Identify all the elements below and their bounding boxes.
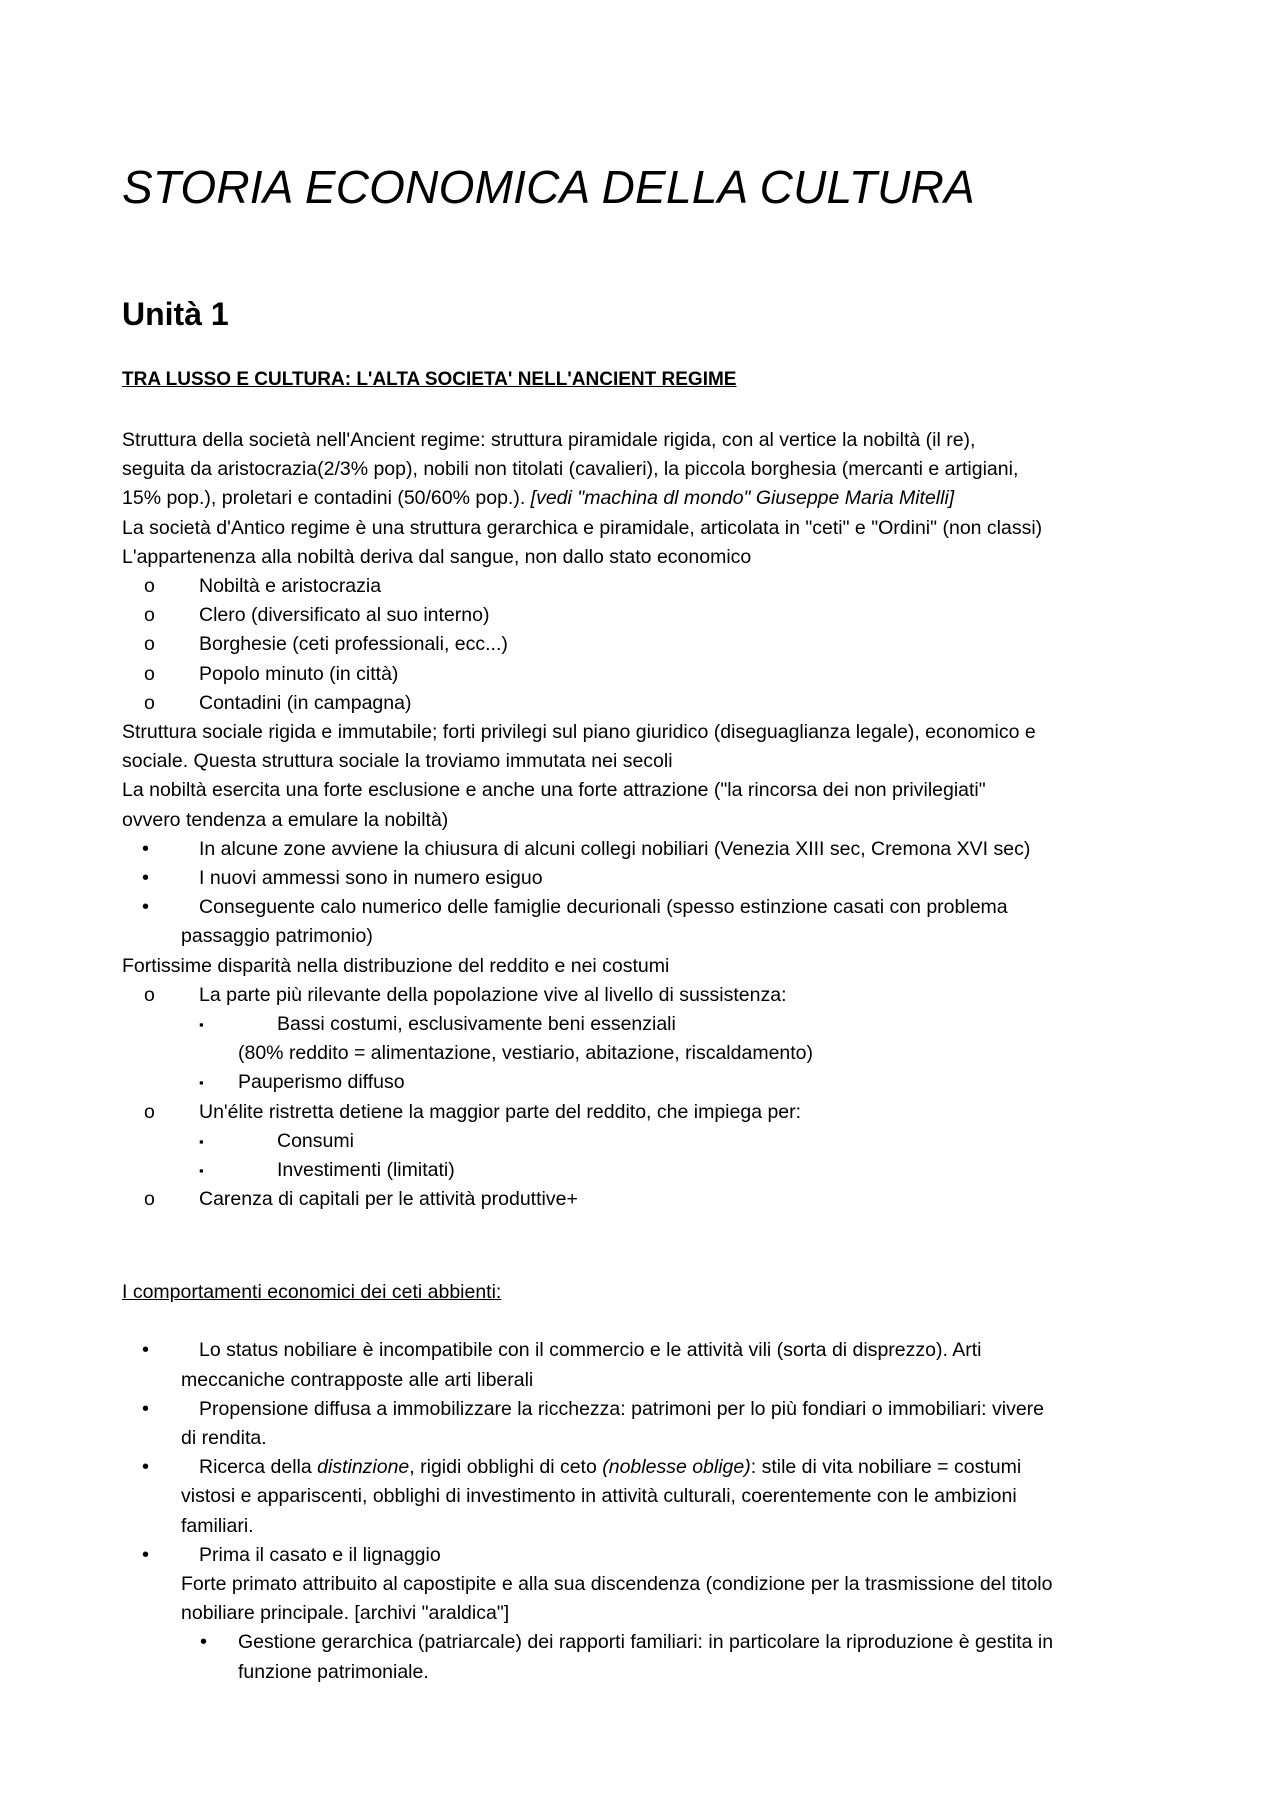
paragraph-line: seguita da aristocrazia(2/3% pop), nobili non titolati (cavalieri), la piccola borghesia (mercanti e artigiani, (122, 458, 1019, 481)
circle-bullet-icon: o (144, 1100, 155, 1123)
list-item: • In alcune zone avviene la chiusura di alcuni collegi nobiliari (Venezia XIII sec, Cremona XVI sec) (122, 835, 1182, 864)
paragraph-line: Struttura della società nell'Ancient regime: struttura piramidale rigida, con al vertice la nobiltà (il re), (122, 429, 976, 451)
bullet-icon: • (142, 837, 150, 860)
list-item: • Conseguente calo numerico delle famiglie decurionali (spesso estinzione casati con problema (122, 893, 1182, 922)
list-item: • I nuovi ammessi sono in numero esiguo (122, 864, 1182, 893)
square-bullet-icon: ▪ (199, 1075, 204, 1091)
list-item: • Ricerca della distinzione, rigidi obblighi di ceto (noblesse oblige): stile di vita nobiliare = costumi (122, 1453, 1182, 1482)
paragraph-line: Struttura sociale rigida e immutabile; forti privilegi sul piano giuridico (diseguaglianza legale), economico e (122, 721, 1036, 744)
circle-bullet-icon: o (144, 662, 155, 685)
sub-list-item: ▪ Bassi costumi, esclusivamente beni essenziali (122, 1010, 1182, 1039)
list-item-continuation: vistosi e appariscenti, obblighi di investimento in attività culturali, coerentemente con le ambizioni (181, 1485, 1017, 1508)
square-bullet-icon: ▪ (199, 1133, 204, 1149)
unit-heading: Unità 1 (122, 296, 229, 332)
list-item-continuation: meccaniche contrapposte alle arti liberali (181, 1368, 534, 1391)
paragraph-line: La società d'Antico regime è una struttura gerarchica e piramidale, articolata in "ceti" e "Ordini" (non classi) (122, 516, 1043, 539)
list-item-continuation: Forte primato attribuito al capostipite e alla sua discendenza (condizione per la trasmissione del titolo (181, 1573, 1053, 1596)
sub-list-item: ▪ Consumi (122, 1127, 1182, 1156)
square-bullet-icon: ▪ (199, 1017, 204, 1033)
circle-bullet-icon: o (144, 575, 155, 598)
reference-note: [vedi "machina dl mondo" Giuseppe Maria Mitelli] (530, 487, 955, 510)
bullet-icon: • (200, 1631, 208, 1654)
sub-list-item: ▪ Investimenti (limitati) (122, 1156, 1182, 1185)
list-item: o Clero (diversificato al suo interno) (122, 601, 1182, 630)
paragraph-line: sociale. Questa struttura sociale la troviamo immutata nei secoli (122, 750, 673, 773)
list-item-continuation: di rendita. (181, 1427, 267, 1449)
circle-bullet-icon: o (144, 1188, 155, 1211)
circle-bullet-icon: o (144, 633, 155, 656)
square-bullet-icon: ▪ (199, 1163, 204, 1179)
list-item-continuation: nobiliare principale. [archivi "araldica"] (181, 1602, 510, 1625)
section-body (122, 1278, 1182, 1687)
paragraph-line: Fortissime disparità nella distribuzione del reddito e nei costumi (122, 954, 670, 977)
sub-list-item: • Gestione gerarchica (patriarcale) dei rapporti familiari: in particolare la riproduzione è gestita in (122, 1628, 1182, 1657)
bullet-icon: • (142, 1456, 150, 1479)
paragraph-text: 15% pop.), proletari e contadini (50/60% pop.). (122, 487, 531, 510)
paragraph-line: ovvero tendenza a emulare la nobiltà) (122, 808, 449, 831)
list-item: • Prima il casato e il lignaggio (122, 1541, 1182, 1570)
bullet-icon: • (142, 1397, 150, 1420)
list-item: o Popolo minuto (in città) (122, 660, 1182, 689)
document-title: STORIA ECONOMICA DELLA CULTURA (122, 161, 975, 213)
paragraph-line: L'appartenenza alla nobiltà deriva dal sangue, non dallo stato economico (122, 545, 752, 568)
paragraph-line (122, 484, 1182, 513)
sub-list-continuation: funzione patrimoniale. (238, 1660, 429, 1683)
sub-list-continuation: (80% reddito = alimentazione, vestiario, abitazione, riscaldamento) (238, 1042, 814, 1065)
list-item: o Un'élite ristretta detiene la maggior parte del reddito, che impiega per: (122, 1098, 1182, 1127)
list-item: o Carenza di capitali per le attività produttive+ (122, 1185, 1182, 1214)
bullet-icon: • (142, 867, 150, 890)
list-item: • Propensione diffusa a immobilizzare la ricchezza: patrimoni per lo più fondiari o immobiliari: vivere (122, 1395, 1182, 1424)
list-item-continuation: passaggio patrimonio) (181, 925, 373, 948)
sub-list-item: ▪ Pauperismo diffuso (122, 1068, 1182, 1097)
circle-bullet-icon: o (144, 691, 155, 714)
list-item: o Nobiltà e aristocrazia (122, 572, 1182, 601)
paragraph-line: La nobiltà esercita una forte esclusione e anche una forte attrazione ("la rincorsa dei non privilegiati" (122, 779, 986, 802)
list-item: o La parte più rilevante della popolazione vive al livello di sussistenza: (122, 981, 1182, 1010)
section-heading: I comportamenti economici dei ceti abbienti: (122, 1281, 502, 1303)
bullet-icon: • (142, 1543, 150, 1566)
list-item: o Contadini (in campagna) (122, 689, 1182, 718)
bullet-icon: • (142, 1339, 150, 1362)
circle-bullet-icon: o (144, 983, 155, 1006)
section-body (122, 426, 1182, 1214)
circle-bullet-icon: o (144, 604, 155, 627)
bullet-icon: • (142, 896, 150, 919)
list-item-continuation: familiari. (181, 1514, 254, 1537)
list-item: o Borghesie (ceti professionali, ecc...) (122, 630, 1182, 659)
list-item: • Lo status nobiliare è incompatibile con il commercio e le attività vili (sorta di disprezzo). Arti (122, 1336, 1182, 1365)
section-heading: TRA LUSSO E CULTURA: L'ALTA SOCIETA' NELL'ANCIENT REGIME (122, 369, 737, 390)
